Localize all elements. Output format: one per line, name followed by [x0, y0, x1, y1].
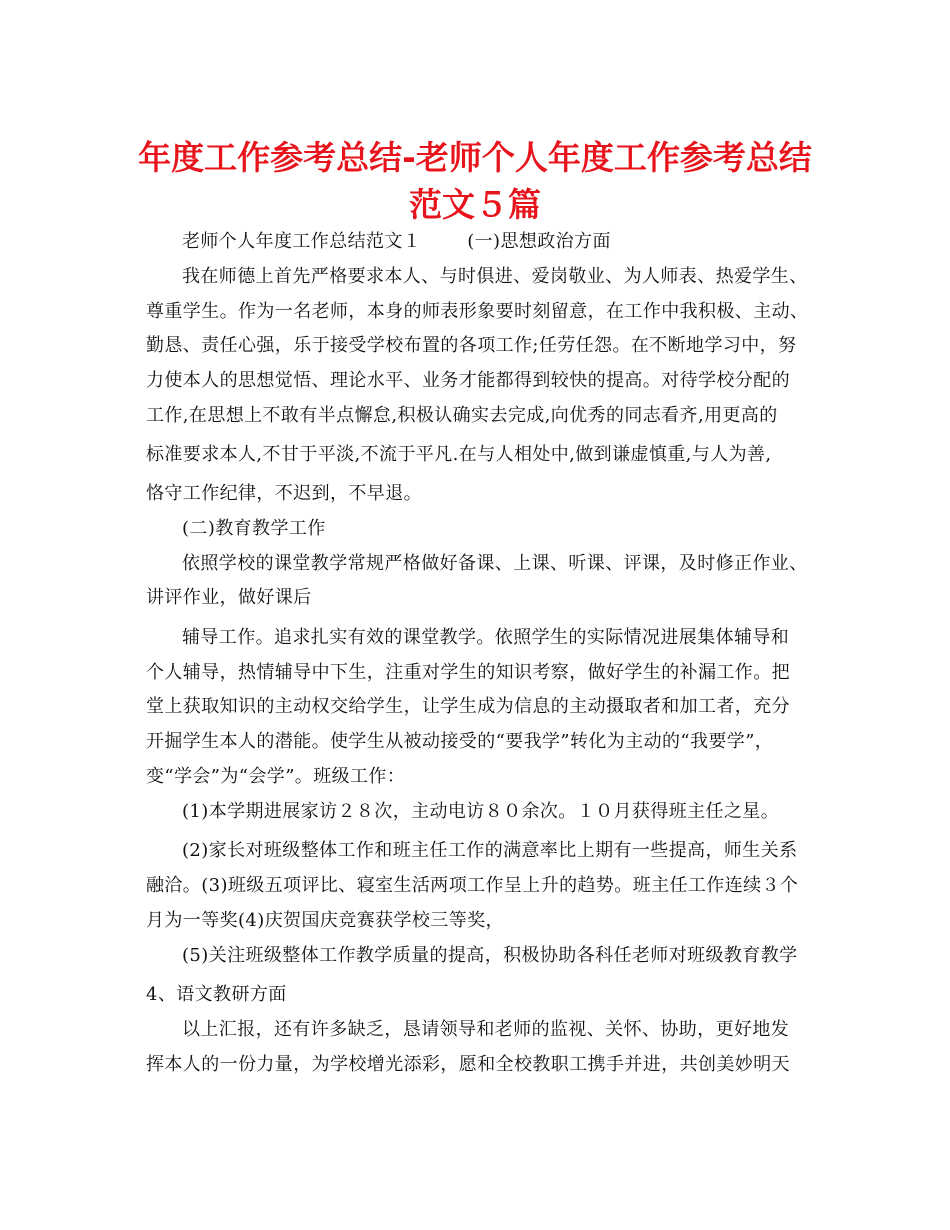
paragraph-line: 讲评作业，做好课后	[146, 587, 312, 608]
section-heading: (二)教育教学工作	[182, 518, 326, 539]
section-heading: 4、语文教研方面	[146, 984, 287, 1005]
document-title-line-1: 年度工作参考总结-老师个人年度工作参考总结	[138, 138, 812, 177]
paragraph-line: 以上汇报，还有许多缺乏，恳请领导和老师的监视、关怀、协助，更好地发	[182, 1019, 790, 1040]
paragraph-line: 挥本人的一份力量，为学校增光添彩，愿和全校教职工携手并进，共创美妙明天	[146, 1054, 790, 1075]
section-heading: (一)思想政治方面	[467, 231, 611, 252]
article-subtitle: 老师个人年度工作总结范文１	[182, 231, 422, 252]
paragraph-line	[182, 230, 811, 254]
paragraph-line: 力使本人的思想觉悟、理论水平、业务才能都得到较快的提高。对待学校分配的	[146, 370, 790, 391]
paragraph-line: 堂上获取知识的主动权交给学生，让学生成为信息的主动摄取者和加工者，充分	[146, 696, 790, 717]
paragraph-line: 月为一等奖(4)庆贺国庆竞赛获学校三等奖，	[146, 910, 504, 931]
paragraph-line: 变“学会”为“会学”。班级工作：	[146, 766, 406, 787]
list-item: (1)本学期进展家访２８次，主动电访８０余次。１０月获得班主任之星。	[182, 801, 780, 822]
document-title-line-2: 范文５篇	[409, 185, 541, 224]
paragraph-line: 个人辅导，热情辅导中下生，注重对学生的知识考察，做好学生的补漏工作。把	[146, 662, 790, 683]
paragraph-line: 融洽。(3)班级五项评比、寝室生活两项工作呈上升的趋势。班主任工作连续３个	[146, 875, 799, 896]
paragraph-line: 辅导工作。追求扎实有效的课堂教学。依照学生的实际情况进展集体辅导和	[182, 627, 790, 648]
list-item: (2)家长对班级整体工作和班主任工作的满意率比上期有一些提高，师生关系	[182, 840, 798, 861]
paragraph-line: 勤恳、责任心强，乐于接受学校布置的各项工作;任劳任怨。在不断地学习中，努	[146, 335, 797, 356]
paragraph-line: 我在师德上首先严格要求本人、与时俱进、爱岗敬业、为人师表、热爱学生、	[182, 266, 808, 287]
paragraph-line: 开掘学生本人的潜能。使学生从被动接受的“要我学”转化为主动的“我要学”，	[146, 731, 774, 752]
paragraph-line: 标准要求本人,不甘于平淡,不流于平凡.在与人相处中,做到谦虚慎重,与人为善,	[146, 444, 772, 465]
paragraph-line: 恪守工作纪律，不迟到，不早退。	[146, 483, 422, 504]
paragraph-line: 尊重学生。作为一名老师，本身的师表形象要时刻留意，在工作中我积极、主动、	[146, 301, 809, 322]
paragraph-line: 工作,在思想上不敢有半点懈怠,积极认确实去完成,向优秀的同志看齐,用更高的	[146, 405, 778, 426]
list-item: (5)关注班级整体工作教学质量的提高，积极协助各科任老师对班级教育教学	[182, 945, 798, 966]
paragraph-line: 依照学校的课堂教学常规严格做好备课、上课、听课、评课，及时修正作业、	[182, 553, 808, 574]
